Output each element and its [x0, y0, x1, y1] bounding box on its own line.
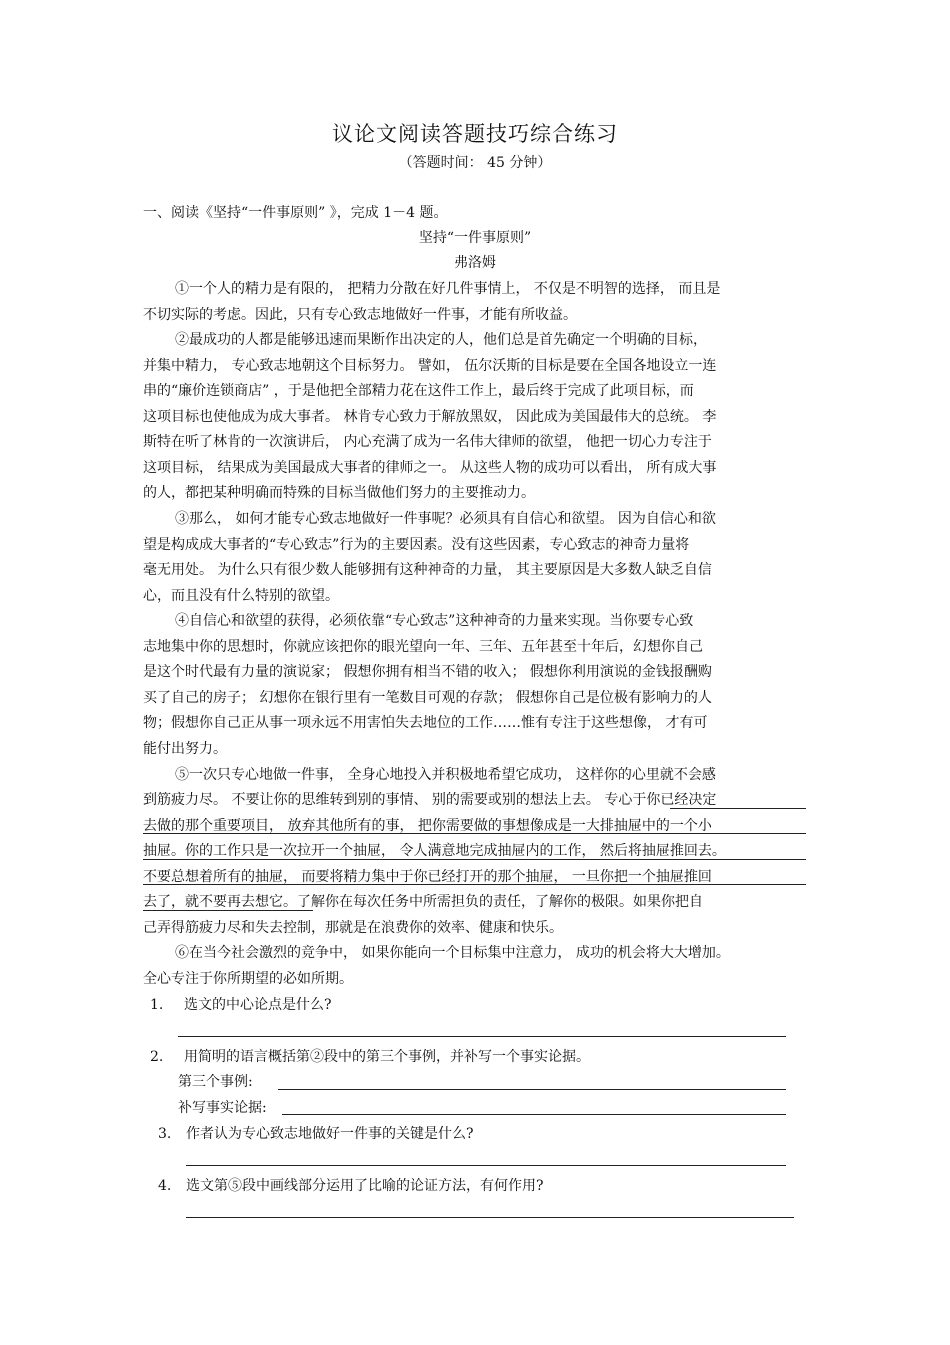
- question-1: [150, 995, 815, 1015]
- page-title: 议论文阅读答题技巧综合练习: [332, 122, 618, 146]
- paragraph-line: 串的“廉价连锁商店” ，于是他把全部精力花在这件工作上，最后终于完成了此项目标，而: [143, 383, 694, 399]
- question-number: 2.: [150, 1049, 164, 1065]
- question-4: [158, 1176, 823, 1196]
- underline-mark: [670, 808, 806, 809]
- question-number: 1.: [150, 997, 164, 1013]
- paragraph-line: 不切实际的考虑。因此，只有专心致志地做好一件事，才能有所收益。: [143, 307, 577, 323]
- underline-mark: [143, 859, 806, 860]
- paragraph-line: 抽屉。你的工作只是一次拉开一个抽屉， 令人满意地完成抽屉内的工作， 然后将抽屉推回去。: [143, 843, 726, 859]
- answer-line-2b[interactable]: [282, 1114, 786, 1115]
- paragraph-line: 志地集中你的思想时，你就应该把你的眼光望向一年、三年、五年甚至十年后，幻想你自己: [143, 639, 703, 655]
- paragraph-line: 去了，就不要再去想它。了解你在每次任务中所需担负的责任，了解你的极限。如果你把自: [143, 894, 703, 910]
- paragraph-line: ⑥在当今社会激烈的竞争中， 如果你能向一个目标集中注意力， 成功的机会将大大增加。: [175, 945, 730, 961]
- paragraph-line: 望是构成成大事者的“专心致志”行为的主要因素。没有这些因素，专心致志的神奇力量将: [143, 537, 690, 553]
- answer-line-3[interactable]: [186, 1165, 786, 1166]
- paragraph-line: 心，而且没有什么特别的欲望。: [143, 588, 339, 604]
- question-text: 选文第⑤段中画线部分运用了比喻的论证方法，有何作用?: [186, 1178, 544, 1194]
- underline-mark: [143, 910, 313, 911]
- paragraph-line: 这项目标， 结果成为美国最成大事者的律师之一。 从这些人物的成功可以看出， 所有成大事: [143, 460, 717, 476]
- paragraph-line: ⑤一次只专心地做一件事， 全身心地投入并积极地希望它成功， 这样你的心里就不会感: [175, 767, 716, 783]
- question-text: 选文的中心论点是什么?: [184, 997, 332, 1013]
- sub-label-evidence: 补写事实论据:: [178, 1100, 267, 1116]
- underline-mark: [143, 884, 806, 885]
- paragraph-line: 到筋疲力尽。 不要让你的思维转到别的事情、 别的需要或别的想法上去。 专心于你已经决定: [143, 792, 717, 808]
- paragraph-line: 是这个时代最有力量的演说家； 假想你拥有相当不错的收入； 假想你利用演说的金钱报酬购: [143, 664, 712, 680]
- paragraph-line: ②最成功的人都是能够迅速而果断作出决定的人，他们总是首先确定一个明确的目标，: [175, 332, 707, 348]
- paragraph-line: 的人，都把某种明确而特殊的目标当做他们努力的主要推动力。: [143, 485, 535, 501]
- paragraph-line: 全心专注于你所期望的必如所期。: [143, 971, 353, 987]
- article-author: 弗洛姆: [454, 255, 496, 271]
- section-heading: 一、阅读《坚持“一件事原则” 》，完成 1－4 题。: [143, 205, 448, 221]
- paragraph-line: 并集中精力， 专心致志地朝这个目标努力。 譬如， 伍尔沃斯的目标是要在全国各地设立一连: [143, 358, 717, 374]
- article-title: 坚持“一件事原则”: [418, 230, 532, 246]
- paragraph-line: 这项目标也使他成为成大事者。 林肯专心致力于解放黑奴， 因此成为美国最伟大的总统。 李: [143, 409, 717, 425]
- paragraph-line: 不要总想着所有的抽屉， 而要将精力集中于你已经打开的那个抽屉， 一旦你把一个抽屉推回: [143, 869, 712, 885]
- underline-mark: [143, 833, 806, 834]
- paragraph-line: ①一个人的精力是有限的， 把精力分散在好几件事情上， 不仅是不明智的选择， 而且是: [175, 281, 721, 297]
- question-text: 作者认为专心致志地做好一件事的关键是什么?: [186, 1126, 474, 1142]
- paragraph-line: 能付出努力。: [143, 741, 227, 757]
- answer-line-1[interactable]: [178, 1036, 786, 1037]
- paragraph-line: 物；假想你自己正从事一项永远不用害怕失去地位的工作……惟有专注于这些想像， 才有可: [143, 715, 708, 731]
- answer-line-2a[interactable]: [278, 1089, 786, 1090]
- paragraph-line: 去做的那个重要项目， 放弃其他所有的事， 把你需要做的事想像成是一大排抽屉中的一个小: [143, 818, 712, 834]
- question-text: 用简明的语言概括第②段中的第三个事例，并补写一个事实论据。: [184, 1049, 590, 1065]
- answer-line-4[interactable]: [186, 1217, 794, 1218]
- question-2: [150, 1047, 815, 1067]
- paragraph-line: 毫无用处。 为什么只有很少数人能够拥有这种神奇的力量， 其主要原因是大多数人缺乏自信: [143, 562, 712, 578]
- sub-label-example: 第三个事例:: [178, 1074, 253, 1090]
- question-number: 3.: [158, 1126, 172, 1142]
- paragraph-line: ③那么， 如何才能专心致志地做好一件事呢？必须具有自信心和欲望。 因为自信心和欲: [175, 511, 716, 527]
- paragraph-line: ④自信心和欲望的获得，必须依靠“专心致志”这种神奇的力量来实现。当你要专心致: [175, 613, 694, 629]
- question-number: 4.: [158, 1178, 172, 1194]
- question-3: [158, 1124, 823, 1144]
- page-subtitle: （答题时间： 45 分钟）: [398, 155, 552, 171]
- paragraph-line: 斯特在听了林肯的一次演讲后， 内心充满了成为一名伟大律师的欲望， 他把一切心力专注于: [143, 434, 712, 450]
- paragraph-line: 己弄得筋疲力尽和失去控制，那就是在浪费你的效率、健康和快乐。: [143, 920, 563, 936]
- paragraph-line: 买了自己的房子； 幻想你在银行里有一笔数目可观的存款； 假想你自己是位极有影响力的人: [143, 690, 712, 706]
